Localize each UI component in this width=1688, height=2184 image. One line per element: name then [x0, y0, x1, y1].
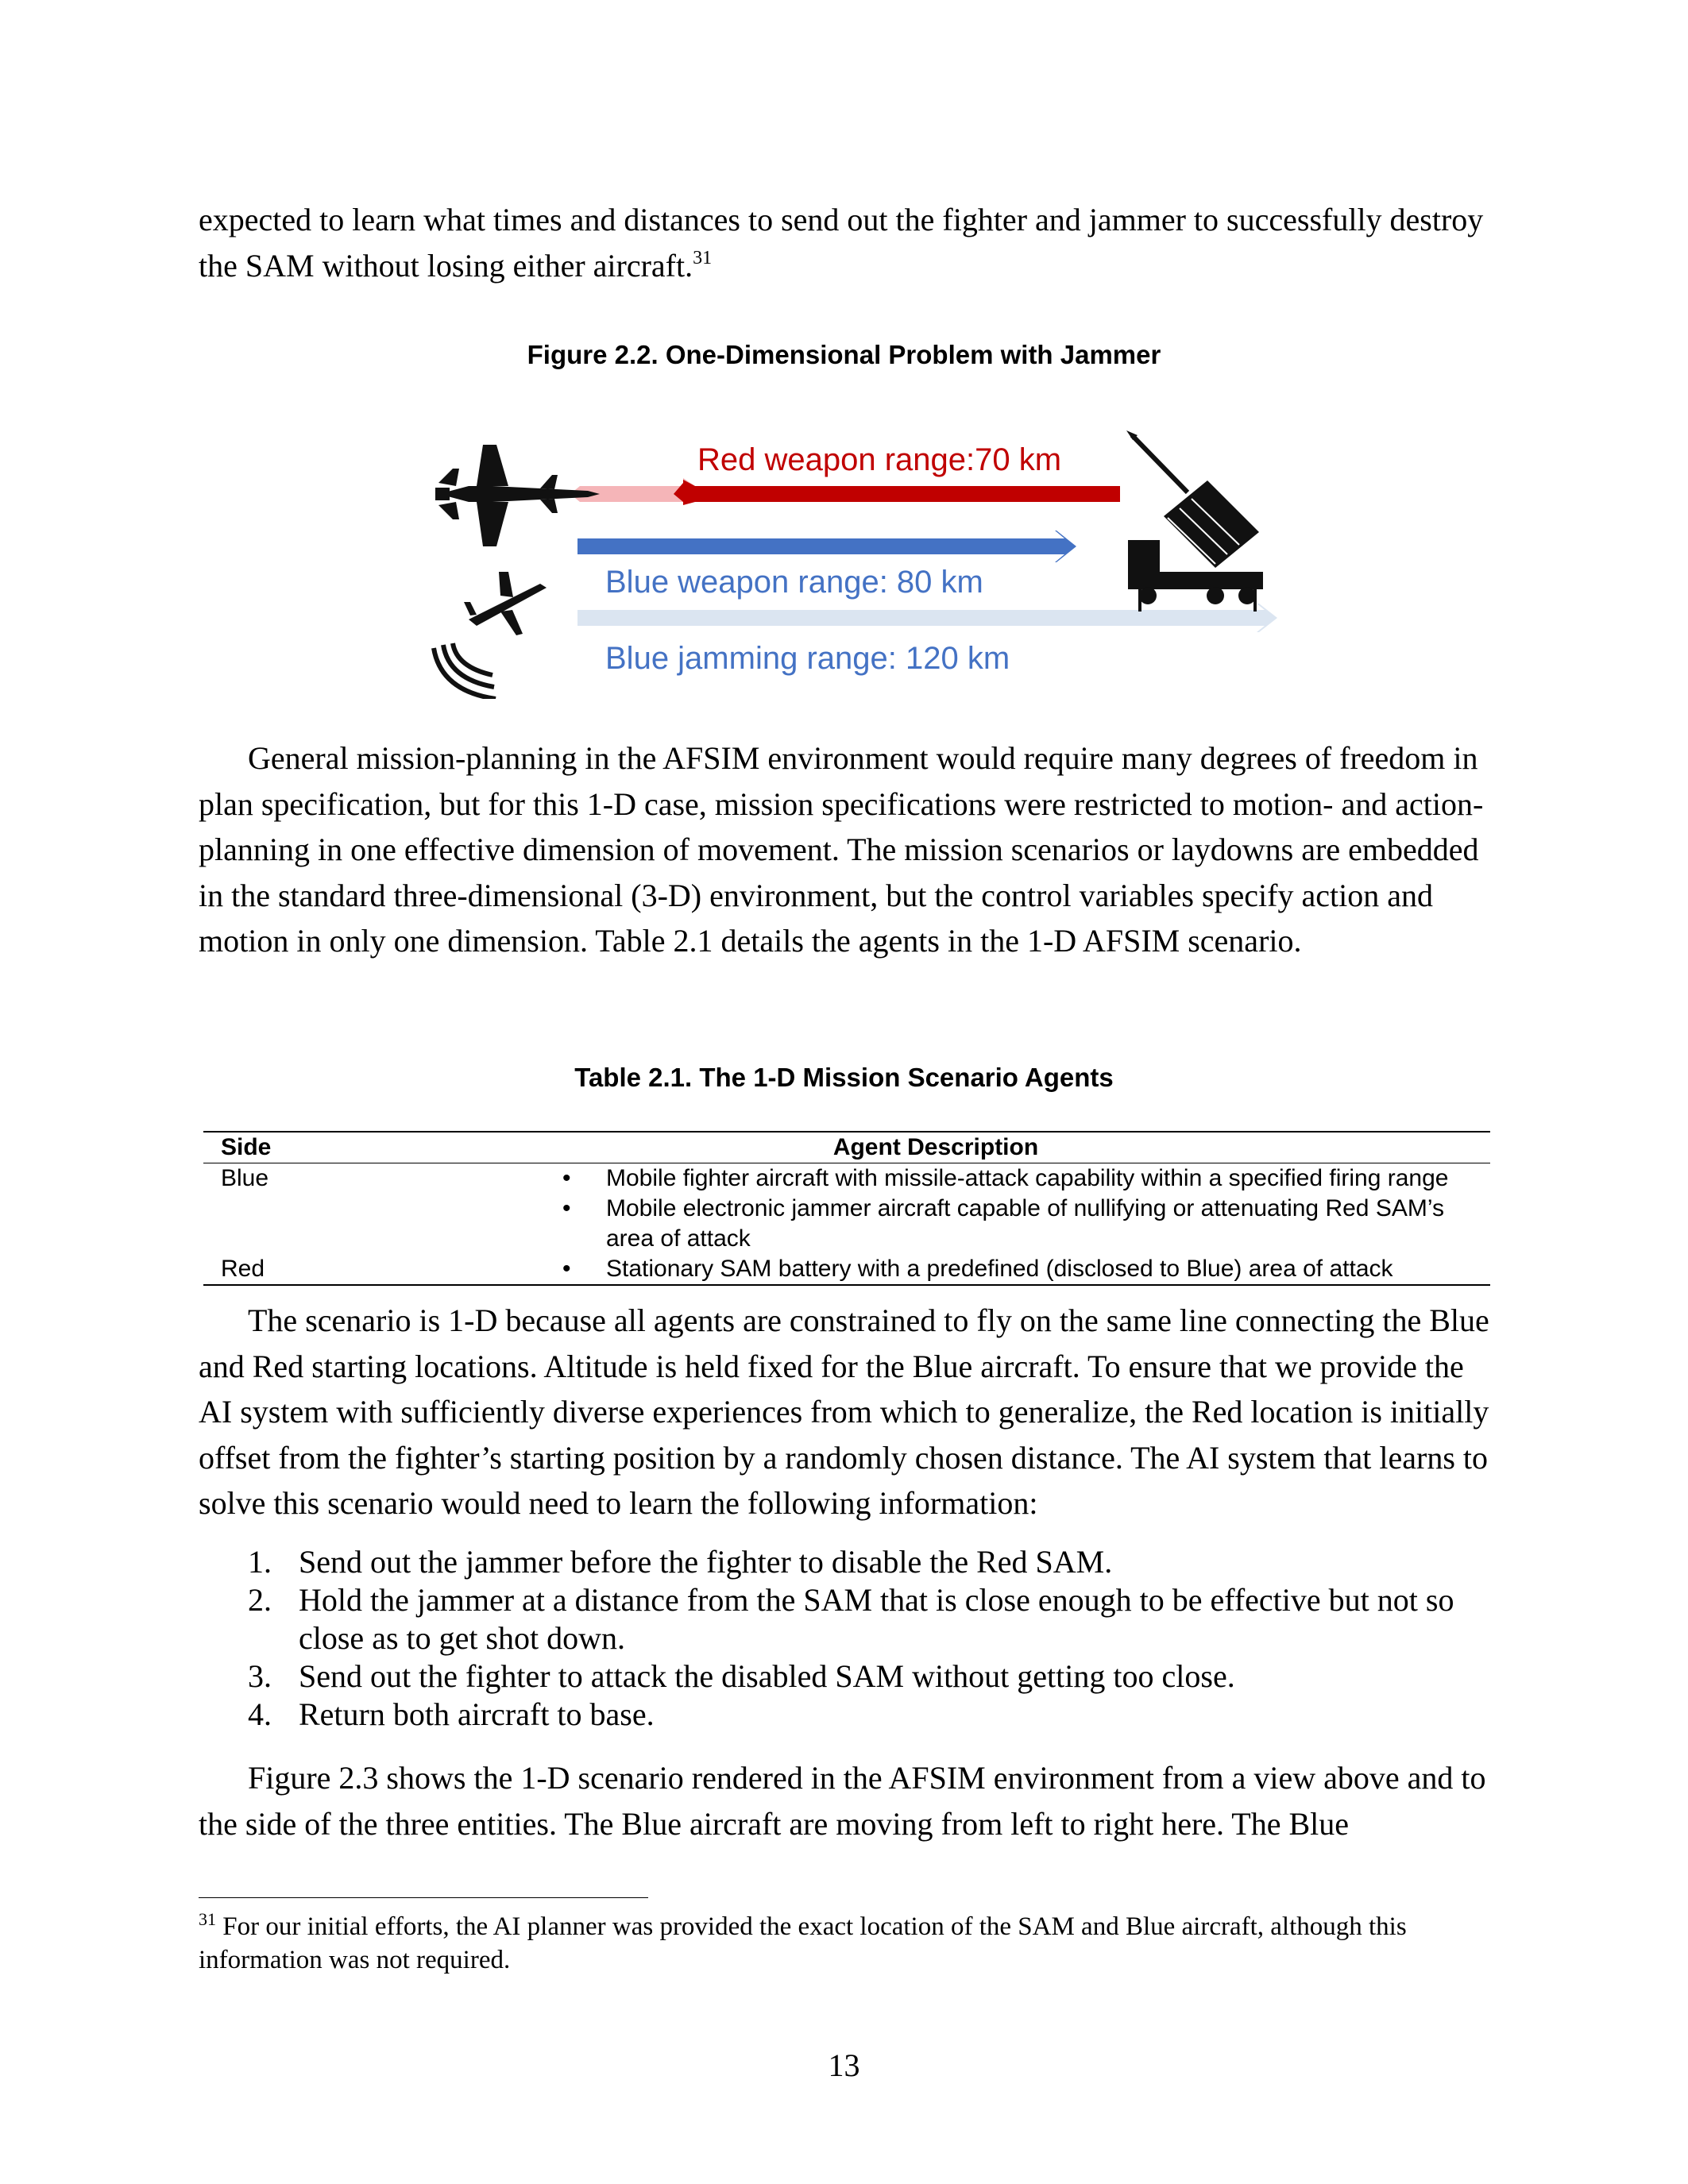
paragraph-figure-2-3: Figure 2.3 shows the 1-D scenario rendered in the AFSIM environment from a view above and to the side of the three entities. The Blue aircraft are moving from left to right here. The Blue [199, 1760, 1486, 1842]
table-row [203, 1254, 1490, 1286]
bullet-icon: • [562, 1165, 571, 1191]
sam-launcher-icon [1126, 430, 1263, 612]
footnote-ref-31[interactable]: 31 [693, 247, 713, 268]
footnote-31 [199, 1910, 1501, 1977]
figure-diagram [421, 413, 1295, 699]
row-description [381, 1254, 1490, 1284]
table-row [203, 1194, 1490, 1254]
list-item-number: 1. [248, 1544, 272, 1580]
list-item-number: 2. [248, 1582, 272, 1618]
footnote-text: For our initial efforts, the AI planner was provided the exact location of the SAM and Blue aircraft, although this information was not required. [199, 1912, 1407, 1974]
row-description [381, 1194, 1490, 1254]
intro-paragraph [199, 197, 1489, 288]
row-description-text: Stationary SAM battery with a predefined (disclosed to Blue) area of attack [606, 1256, 1393, 1282]
row-description-text: Mobile electronic jammer aircraft capable of nullifying or attenuating Red SAM’s area of attack [606, 1195, 1444, 1252]
list-item-text: Send out the fighter to attack the disabled SAM without getting too close. [299, 1658, 1235, 1694]
red-range-light-arrow [570, 478, 695, 502]
list-item [199, 1543, 1501, 1581]
list-item [199, 1657, 1501, 1696]
footnote-number: 31 [199, 1909, 216, 1929]
intro-paragraph-text: expected to learn what times and distances to send out the fighter and jammer to successfully destroy the SAM without losing either aircraft. [199, 202, 1484, 284]
list-item-number: 4. [248, 1696, 272, 1732]
row-description [381, 1163, 1490, 1194]
blue-weapon-range-arrow [577, 531, 1076, 562]
agents-table [203, 1131, 1490, 1286]
page-number: 13 [828, 2047, 860, 2083]
row-side: Red [221, 1256, 265, 1282]
paragraph-scenario: The scenario is 1-D because all agents are constrained to fly on the same line connecting the Blue and Red starting locations. Altitude is held fixed for the Blue aircraft. To ensure that we provide the AI system with sufficiently diverse experiences from which to generalize, the Red location is initially offset from the fighter’s starting position by a randomly chosen distance. The AI system that learns to solve this scenario would need to learn the following information: [199, 1302, 1489, 1521]
footnote-divider [199, 1897, 648, 1898]
list-item-text: Return both aircraft to base. [299, 1696, 655, 1732]
header-agent-description: Agent Description [832, 1134, 1039, 1160]
blue-weapon-range-label: Blue weapon range: 80 km [605, 565, 983, 600]
jammer-aircraft-icon [434, 572, 547, 699]
blue-jamming-range-label: Blue jamming range: 120 km [605, 641, 1010, 676]
list-item-number: 3. [248, 1658, 272, 1694]
figure-caption: Figure 2.2. One-Dimensional Problem with Jammer [527, 340, 1161, 369]
list-item-text: Send out the jammer before the fighter to disable the Red SAM. [299, 1544, 1113, 1580]
bullet-icon: • [562, 1195, 571, 1221]
table-caption: Table 2.1. The 1-D Mission Scenario Agents [574, 1063, 1114, 1092]
red-range-arrow [674, 480, 1120, 505]
list-item-text: Hold the jammer at a distance from the SAM that is close enough to be effective but not so close as to get shot down. [299, 1582, 1454, 1656]
bullet-icon: • [562, 1256, 571, 1282]
header-side: Side [221, 1134, 272, 1160]
blue-jamming-range-arrow [577, 604, 1277, 632]
paragraph-mission-planning: General mission-planning in the AFSIM environment would require many degrees of freedom in plan specification, but for this 1-D case, mission specifications were restricted to motion- and action-planning in one effective dimension of movement. The mission scenarios or laydowns are embedded in the standard three-dimensional (3-D) environment, but the control variables specify action and motion in only one dimension. Table 2.1 details the agents in the 1-D AFSIM scenario. [199, 740, 1484, 959]
figure-2-2 [421, 413, 1295, 699]
row-description-text: Mobile fighter aircraft with missile-attack capability within a specified firing range [606, 1165, 1449, 1191]
red-weapon-range-label: Red weapon range:70 km [697, 442, 1062, 477]
table-header-row [203, 1131, 1490, 1163]
list-item [199, 1581, 1501, 1657]
fighter-jet-icon [435, 445, 600, 546]
row-side [203, 1194, 381, 1254]
learning-steps-list [199, 1543, 1501, 1734]
list-item [199, 1696, 1501, 1734]
row-side: Blue [221, 1165, 269, 1191]
table-row [203, 1163, 1490, 1194]
